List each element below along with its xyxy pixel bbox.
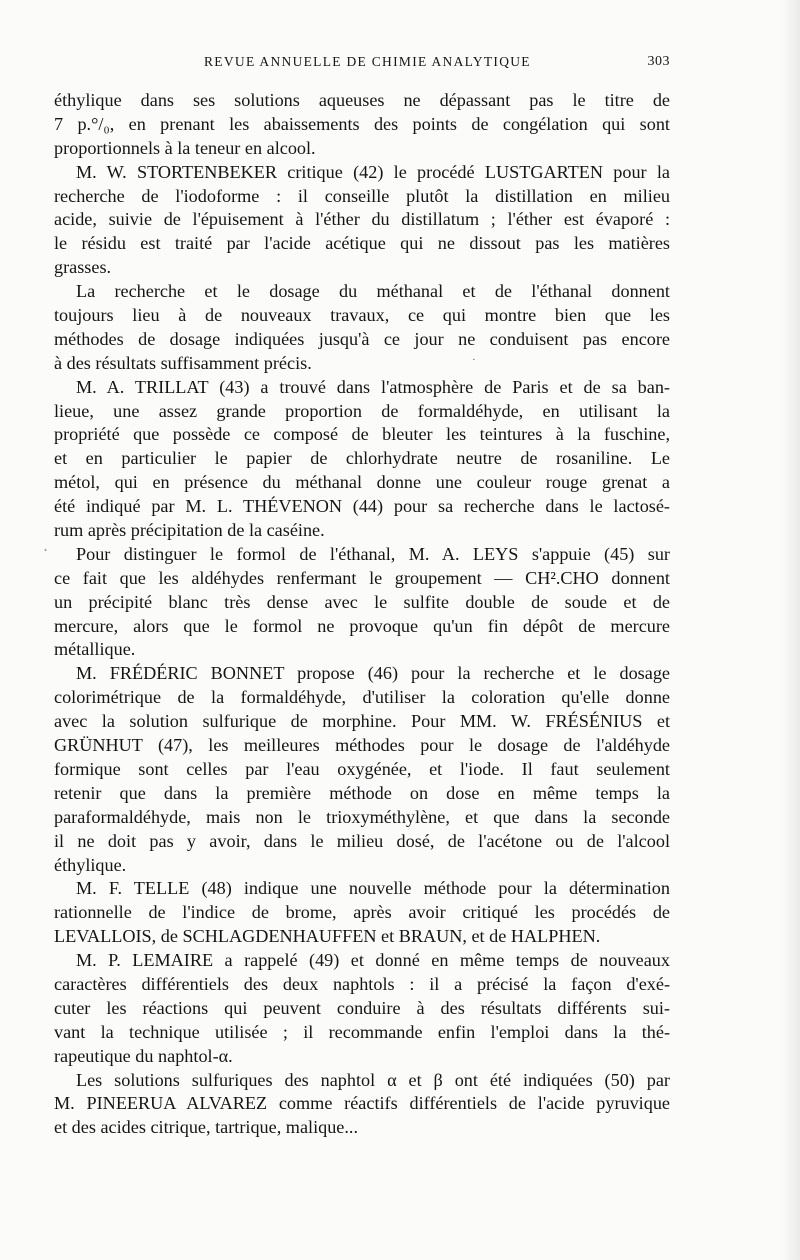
text-line: Les solutions sulfuriques des naphtol α et β ont été indiquées (50) par	[76, 1069, 670, 1090]
text-line: M. A. TRILLAT (43) a trouvé dans l'atmosphère de Paris et de sa ban-	[76, 376, 670, 397]
paragraph-8	[54, 949, 670, 1068]
text-line: rationnelle de l'indice de brome, après avoir critiqué les procédés de	[54, 902, 670, 923]
text-line: avec la solution sulfurique de morphine. Pour MM. W. FRÉSÉNIUS et	[54, 711, 670, 732]
text-line: vant la technique utilisée ; il recommande enfin l'emploi dans la thé-	[54, 1021, 670, 1042]
running-header	[54, 54, 670, 78]
text-line: rapeutique du naphtol-α.	[54, 1045, 233, 1066]
text-line: GRÜNHUT (47), les meilleures méthodes pour le dosage de l'aldéhyde	[54, 735, 670, 756]
text-line: caractères différentiels des deux naphtols : il a précisé la façon d'exé-	[54, 973, 670, 994]
text-line: colorimétrique de la formaldéhyde, d'utiliser la coloration qu'elle donne	[54, 687, 670, 708]
text-line: métallique.	[54, 639, 136, 660]
text-line: métol, qui en présence du méthanal donne une couleur rouge grenat a	[54, 472, 670, 493]
body-text	[54, 89, 670, 1140]
paragraph-4	[54, 376, 670, 543]
text-line: La recherche et le dosage du méthanal et de l'éthanal donnent	[76, 281, 670, 302]
text-line: éthylique.	[54, 854, 127, 875]
paragraph-3	[54, 280, 670, 376]
paragraph-6	[54, 662, 670, 877]
text-line: acide, suivie de l'épuisement à l'éther du distillatum ; l'éther est évaporé :	[54, 209, 670, 230]
text-line: mercure, alors que le formol ne provoque qu'un fin dépôt de mercure	[54, 615, 670, 636]
text-line: Pour distinguer le formol de l'éthanal, M. A. LEYS s'appuie (45) sur	[76, 543, 670, 564]
text-line: M. FRÉDÉRIC BONNET propose (46) pour la recherche et le dosage	[76, 663, 670, 684]
text-line: le résidu est traité par l'acide acétique qui ne dissout pas les matières	[54, 233, 670, 254]
journal-running-title: REVUE ANNUELLE DE CHIMIE ANALYTIQUE	[204, 54, 531, 69]
text-line: M. PINEERUA ALVAREZ comme réactifs différentiels de l'acide pyruvique	[54, 1093, 670, 1114]
text-line: formique sont celles par l'eau oxygénée, et l'iode. Il faut seulement	[54, 758, 670, 779]
text-line: et en particulier le papier de chlorhydrate neutre de rosaniline. Le	[54, 448, 670, 469]
paragraph-2	[54, 161, 670, 280]
text-line: rum après précipitation de la caséine.	[54, 520, 325, 541]
text-line: il ne doit pas y avoir, dans le milieu dosé, de l'acétone ou de l'alcool	[54, 830, 670, 851]
scan-speck: ˛	[44, 540, 48, 552]
text-line: toujours lieu à de nouveaux travaux, ce qui montre bien que les	[54, 305, 670, 326]
text-line: grasses.	[54, 257, 112, 278]
paragraph-1	[54, 89, 670, 161]
text-line: M. W. STORTENBEKER critique (42) le procédé LUSTGARTEN pour la	[76, 161, 670, 182]
text-line: paraformaldéhyde, mais non le trioxyméthylène, et que dans la seconde	[54, 806, 670, 827]
text-line: cuter les réactions qui peuvent conduire à des résultats différents sui-	[54, 997, 670, 1018]
paragraph-5	[54, 543, 670, 662]
text-line: recherche de l'iodoforme : il conseille plutôt la distillation en milieu	[54, 185, 670, 206]
text-line: méthodes de dosage indiquées jusqu'à ce jour ne conduisent pas encore	[54, 328, 670, 349]
paragraph-7	[54, 877, 670, 949]
text-line: un précipité blanc très dense avec le sulfite double de soude et de	[54, 591, 670, 612]
text-line: propriété que possède ce composé de bleuter les teintures à la fuschine,	[54, 424, 670, 445]
text-line: 7 p.°/₀, en prenant les abaissements des points de congélation qui sont	[54, 113, 670, 134]
text-line: été indiqué par M. L. THÉVENON (44) pour sa recherche dans le lactosé-	[54, 496, 670, 517]
text-line: LEVALLOIS, de SCHLAGDENHAUFFEN et BRAUN, et de HALPHEN.	[54, 926, 601, 947]
text-line: retenir que dans la première méthode on dose en même temps la	[54, 782, 670, 803]
text-line: M. P. LEMAIRE a rappelé (49) et donné en même temps de nouveaux	[76, 950, 670, 971]
text-line: ce fait que les aldéhydes renfermant le groupement — CH².CHO donnent	[54, 567, 670, 588]
text-line: éthylique dans ses solutions aqueuses ne dépassant pas le titre de	[54, 90, 670, 110]
page-number: 303	[647, 54, 670, 69]
scan-speck: ·	[472, 354, 476, 366]
text-line: lieue, une assez grande proportion de formaldéhyde, en utilisant la	[54, 400, 670, 421]
text-line: proportionnels à la teneur en alcool.	[54, 137, 316, 158]
text-line: et des acides citrique, tartrique, malique...	[54, 1117, 359, 1138]
text-line: M. F. TELLE (48) indique une nouvelle méthode pour la détermination	[76, 878, 670, 899]
text-line: à des résultats suffisamment précis.	[54, 352, 312, 373]
paragraph-9	[54, 1069, 670, 1141]
scan-edge-shadow	[782, 0, 800, 1260]
